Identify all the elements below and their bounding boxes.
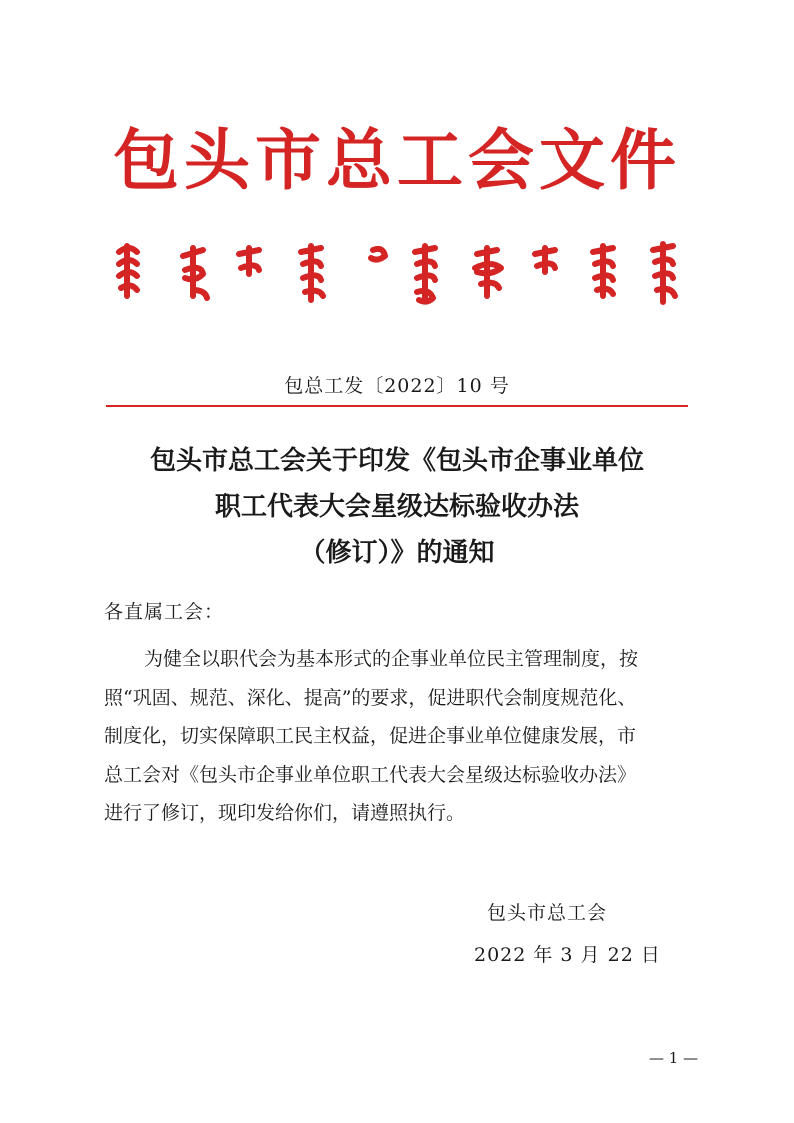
body-paragraph [104,640,696,833]
signature-date: 2022 年 3 月 22 日 [474,944,661,966]
body-line: 进行了修订，现印发给你们，请遵照执行。 [104,802,466,824]
notice-title-line: 包头市总工会关于印发《包头市企事业单位 [149,446,644,476]
mongolian-script-title [115,238,685,308]
salutation: 各直属工会： [104,601,225,623]
body-line: 为健全以职代会为基本形式的企事业单位民主管理制度，按 [144,648,639,670]
body-line: 照“巩固、规范、深化、提高”的要求，促进职代会制度规范化、 [104,686,637,709]
page-number: — 1 — [649,1049,699,1067]
notice-title-line: （修订）》的通知 [299,538,495,568]
body-line: 制度化，切实保障职工民主权益，促进企事业单位健康发展，市 [104,725,637,747]
mongolian-script-graphic [115,238,685,308]
notice-title-line: 职工代表大会星级达标验收办法 [214,492,579,522]
red-divider-line [106,405,688,407]
document-header-title: 包头市总工会文件 [113,122,681,199]
document-number: 包总工发〔2022〕10 号 [284,375,510,397]
notice-title [0,438,794,576]
body-line: 总工会对《包头市企事业单位职工代表大会星级达标验收办法》 [104,763,637,786]
signature-organization: 包头市总工会 [487,902,608,924]
